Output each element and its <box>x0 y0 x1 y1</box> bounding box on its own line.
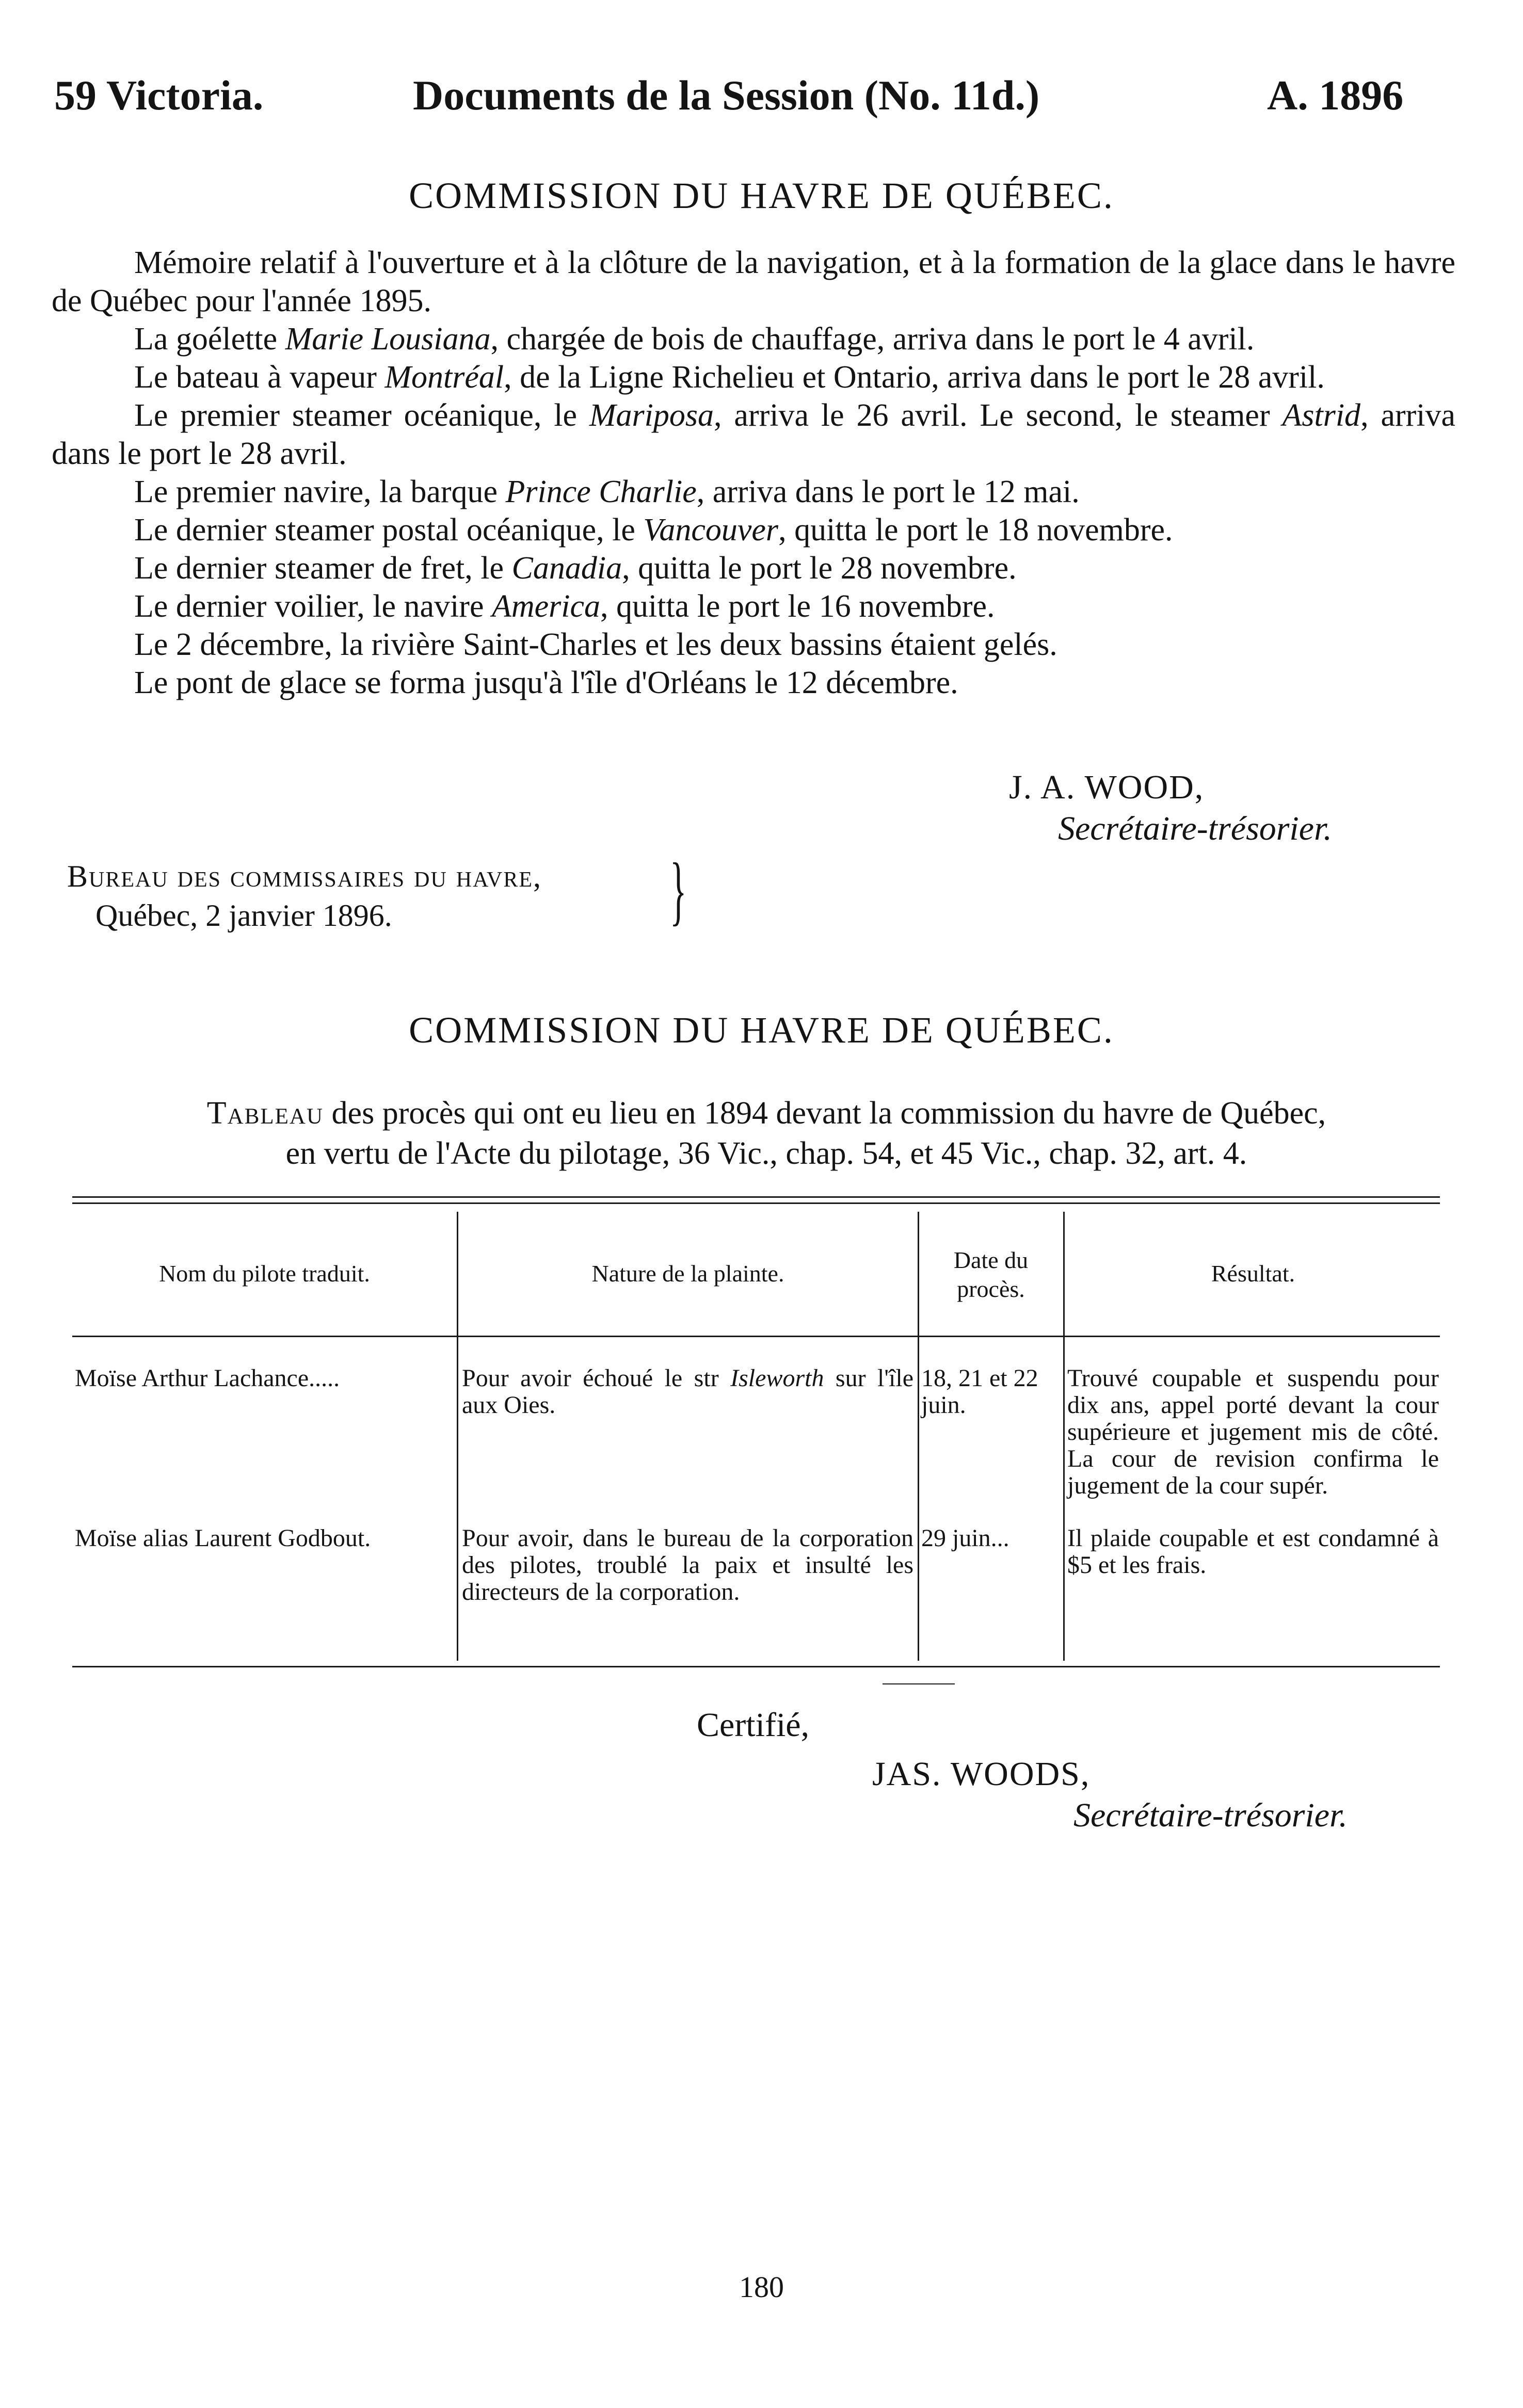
signature-title: Secrétaire-trésorier. <box>1073 1796 1348 1834</box>
column-header-result: Résultat. <box>1211 1260 1295 1287</box>
certified-label: Certifié, <box>697 1706 810 1744</box>
paragraph: Mémoire relatif à l'ouverture et à la clôture de la navigation, et à la formation de la glace dans le havre de Québec pour l'année 1895. <box>52 245 1455 318</box>
ship-name: Prince Charlie <box>505 474 697 509</box>
table-cell-result: Trouvé coupable et suspendu pour dix ans, appel porté devant la cour supérieure et jugement mis de côté. La cour de revision confirma le jugement de la cour supér. <box>1067 1364 1439 1499</box>
header-session: 59 Victoria. <box>54 72 264 119</box>
ship-name: Montréal <box>384 360 504 395</box>
ship-name: America <box>491 589 601 624</box>
ship-name: Mariposa <box>589 398 714 433</box>
table-top-rule <box>72 1196 1440 1198</box>
ship-name: Astrid <box>1282 398 1361 433</box>
signature-name: JAS. WOODS, <box>872 1755 1091 1793</box>
tableau-caption <box>62 1093 1471 1174</box>
column-divider <box>918 1212 919 1661</box>
paragraph: Le pont de glace se forma jusqu'à l'île d'Orléans le 12 décembre. <box>134 665 958 700</box>
ship-name: Canadia <box>511 551 622 586</box>
paragraph: Le bateau à vapeur Montréal, de la Ligne Richelieu et Ontario, arriva dans le port le 28 avril. <box>134 360 1325 395</box>
short-divider <box>883 1683 955 1684</box>
paragraph: Le premier steamer océanique, le Mariposa, arriva le 26 avril. Le second, le steamer Astrid, arriva dans le port le 28 avril. <box>52 398 1455 471</box>
brace-icon: } <box>670 847 687 933</box>
ship-name: Marie Lousiana <box>285 322 491 357</box>
header-document-title: Documents de la Session (No. 11d.) <box>413 72 1040 119</box>
table-cell-complaint: Pour avoir, dans le bureau de la corporation des pilotes, troublé la paix et insulté les directeurs de la corporation. <box>462 1524 913 1606</box>
bureau-date: Québec, 2 janvier 1896. <box>95 898 392 933</box>
paragraph: La goélette Marie Lousiana, chargée de bois de chauffage, arriva dans le port le 4 avril. <box>134 322 1255 357</box>
section-title-memoire: COMMISSION DU HAVRE DE QUÉBEC. <box>409 175 1114 216</box>
table-cell-pilot-name: Moïse Arthur Lachance..... <box>75 1364 340 1392</box>
caption-line: Tableau des procès qui ont eu lieu en 1894 devant la commission du havre de Québec, <box>206 1096 1326 1131</box>
paragraph: Le 2 décembre, la rivière Saint-Charles et les deux bassins étaient gelés. <box>134 627 1057 662</box>
table-cell-date: 29 juin... <box>921 1524 1009 1552</box>
table-bottom-rule <box>72 1666 1440 1667</box>
table-top-rule <box>72 1202 1440 1204</box>
section-title-tableau: COMMISSION DU HAVRE DE QUÉBEC. <box>409 1009 1114 1051</box>
bureau-address <box>67 857 542 935</box>
table-header-rule <box>72 1336 1440 1337</box>
column-header-complaint: Nature de la plainte. <box>591 1260 784 1287</box>
signature-name: J. A. WOOD, <box>1009 768 1205 806</box>
table-cell-pilot-name: Moïse alias Laurent Godbout. <box>75 1524 371 1552</box>
ship-name: Isleworth <box>730 1364 824 1392</box>
page-number: 180 <box>739 2270 784 2304</box>
column-header-name: Nom du pilote traduit. <box>159 1260 370 1287</box>
caption-line: en vertu de l'Acte du pilotage, 36 Vic., chap. 54, et 45 Vic., chap. 32, art. 4. <box>285 1136 1247 1171</box>
table-cell-complaint: Pour avoir échoué le str Isleworth sur l'île aux Oies. <box>462 1364 913 1419</box>
table-cell-date: 18, 21 et 22 juin. <box>921 1364 1038 1419</box>
paragraph: Le dernier steamer de fret, le Canadia, quitta le port le 28 novembre. <box>134 551 1017 586</box>
header-year: A. 1896 <box>1267 72 1404 119</box>
column-header-date: Date du procès. <box>953 1247 1029 1302</box>
memoire-body <box>52 244 1455 702</box>
table-cell-result: Il plaide coupable et est condamné à $5 et les frais. <box>1067 1524 1439 1579</box>
ship-name: Vancouver <box>643 512 779 548</box>
bureau-line: Bureau des commissaires du havre, <box>67 859 542 893</box>
paragraph: Le dernier voilier, le navire America, quitta le port le 16 novembre. <box>134 589 995 624</box>
paragraph: Le dernier steamer postal océanique, le Vancouver, quitta le port le 18 novembre. <box>134 512 1173 548</box>
signature-title: Secrétaire-trésorier. <box>1058 810 1332 847</box>
paragraph: Le premier navire, la barque Prince Charlie, arriva dans le port le 12 mai. <box>134 474 1080 509</box>
